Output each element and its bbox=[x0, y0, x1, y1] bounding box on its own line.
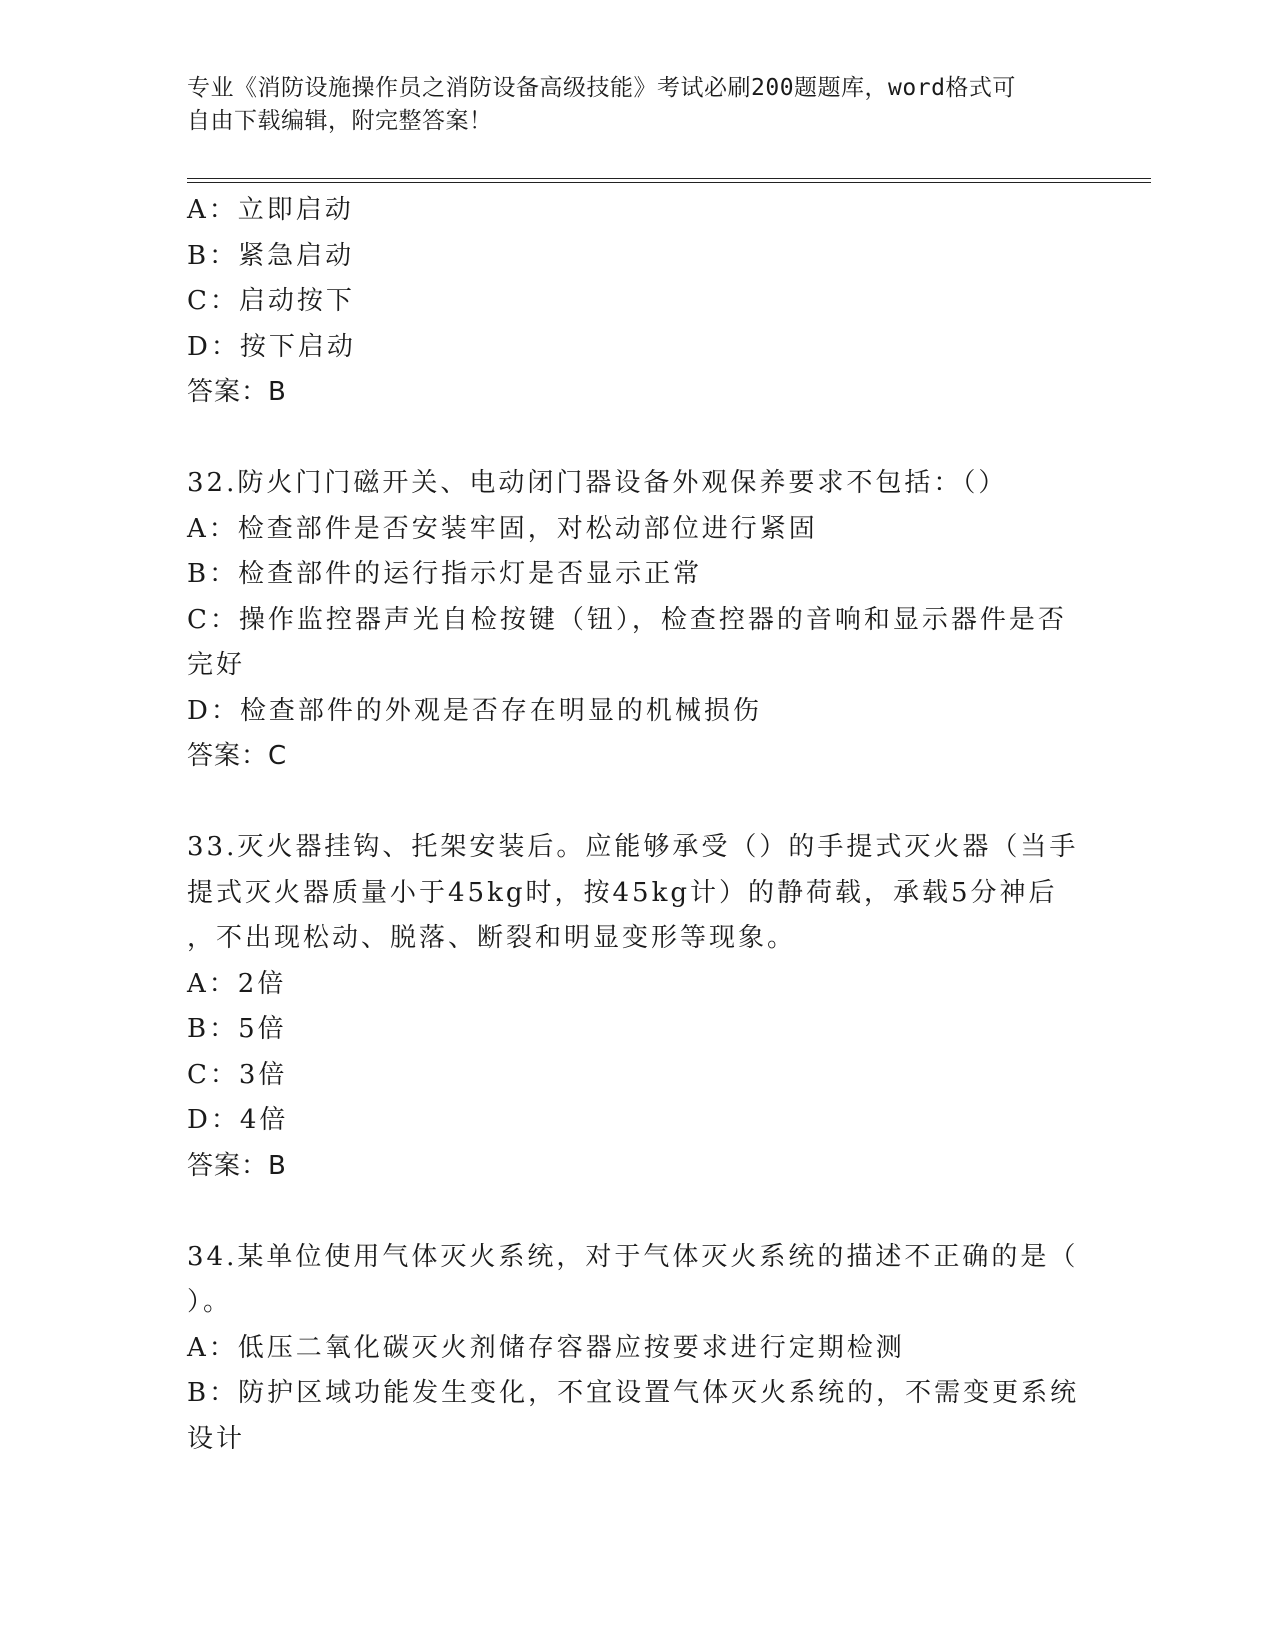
option-c: C：3倍 bbox=[187, 1059, 288, 1090]
question-stem: 33.灭火器挂钩、托架安装后。应能够承受（）的手提式灭火器（当手 bbox=[187, 832, 1079, 862]
answer-key: 答案：C bbox=[187, 741, 288, 771]
option-c-continued: 完好 bbox=[187, 650, 246, 680]
option-b: B：5倍 bbox=[187, 1014, 287, 1044]
option-a: A：检查部件是否安装牢固，对松动部位进行紧固 bbox=[187, 513, 818, 544]
header-divider bbox=[187, 178, 1151, 183]
spacer bbox=[187, 780, 1087, 826]
answer-key: 答案：B bbox=[187, 1150, 287, 1181]
spacer bbox=[187, 1189, 1087, 1235]
option-b: B：防护区域功能发生变化，不宜设置气体灭火系统的，不需变更系统 bbox=[187, 1378, 1080, 1408]
question-stem: 34.某单位使用气体灭火系统，对于气体灭火系统的描述不正确的是（ bbox=[187, 1241, 1079, 1272]
option-a: A：低压二氧化碳灭火剂储存容器应按要求进行定期检测 bbox=[187, 1332, 905, 1363]
option-d: D：按下启动 bbox=[187, 331, 356, 362]
question-32 bbox=[187, 461, 1087, 780]
question-34 bbox=[187, 1235, 1087, 1463]
option-b-continued: 设计 bbox=[187, 1423, 246, 1454]
option-a: A：立即启动 bbox=[187, 195, 354, 225]
option-d: D：4倍 bbox=[187, 1105, 289, 1135]
document-header bbox=[187, 72, 1067, 138]
header-line-1: 专业《消防设施操作员之消防设备高级技能》考试必刷200题题库，word格式可 bbox=[187, 75, 1016, 101]
spacer bbox=[187, 416, 1087, 462]
option-b: B：紧急启动 bbox=[187, 240, 355, 271]
question-stem-continued: ）。 bbox=[187, 1287, 233, 1317]
question-31-remainder bbox=[187, 188, 1087, 416]
question-33 bbox=[187, 825, 1087, 1189]
header-line-2: 自由下载编辑，附完整答案！ bbox=[187, 108, 493, 134]
answer-key: 答案：B bbox=[187, 377, 287, 407]
option-b: B：检查部件的运行指示灯是否显示正常 bbox=[187, 559, 703, 589]
option-a: A：2倍 bbox=[187, 968, 287, 999]
option-c: C：操作监控器声光自检按键（钮），检查控器的音响和显示器件是否 bbox=[187, 604, 1067, 635]
option-c: C：启动按下 bbox=[187, 286, 355, 316]
question-stem-continued: ，不出现松动、脱落、断裂和明显变形等现象。 bbox=[187, 923, 797, 953]
question-stem: 32.防火门门磁开关、电动闭门器设备外观保养要求不包括：（） bbox=[187, 468, 1008, 498]
question-stem-continued: 提式灭火器质量小于45kg时，按45kg计）的静荷载，承载5分神后 bbox=[187, 877, 1058, 908]
question-list bbox=[187, 188, 1087, 1462]
option-d: D：检查部件的外观是否存在明显的机械损伤 bbox=[187, 695, 762, 726]
